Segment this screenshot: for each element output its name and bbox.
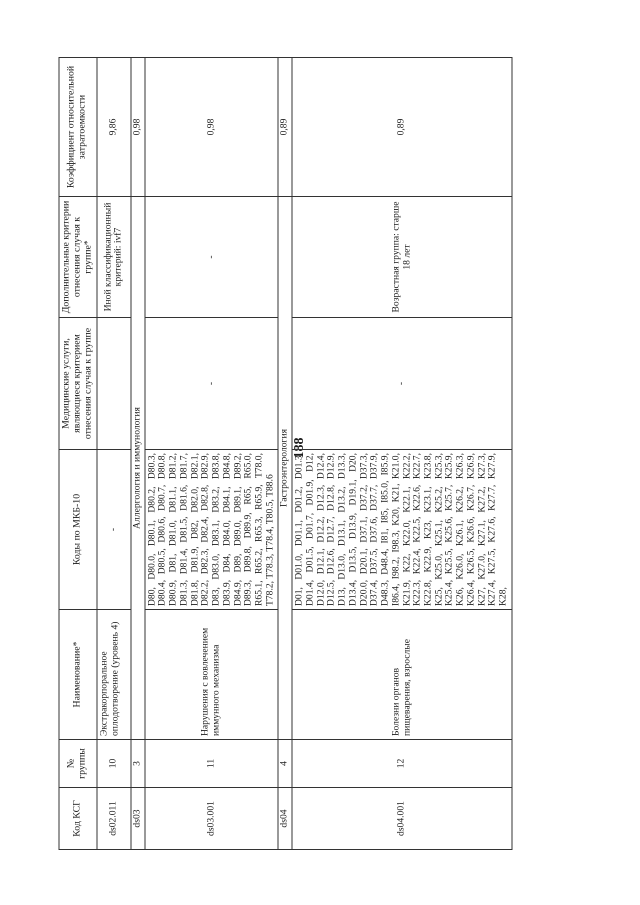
section-coef: 0,89	[278, 58, 292, 197]
section-title: Гастроэнтерология	[278, 197, 292, 740]
section-row	[278, 58, 292, 850]
cell-name: Нарушения с вовлечением иммунного механизма	[145, 610, 279, 740]
cell-services: -	[145, 318, 279, 450]
header-services: Медицинские услуги, являющиеся критерием отнесения случая к группе	[59, 318, 97, 450]
section-group-no: 4	[278, 740, 292, 788]
cell-extra: -	[145, 197, 279, 318]
cell-name: Болезни органов пищеварения, взрослые	[292, 610, 512, 740]
section-title: Аллергология и иммунология	[131, 197, 145, 740]
cell-group-no: 12	[292, 740, 512, 788]
cell-mkb: D80, D80.0, D80.1, D80.2, D80.3, D80.4, D80.5, D80.6, D80.7, D80.8, D80.9, D81, D81.0, D81.1, D81.2, D81.3, D81.4, D81.5, D81.6, D81.7, D81.8, D81.9, D82, D82.0, D82.1, D82.2, D82.3, D82.4, D82.8, D82.9, D83, D83.0, D83.1, D83.2, D83.8, D83.9, D84, D84.0, D84.1, D84.8, D84.9, D89, D89.0, D89.1, D89.2, D89.3, D89.8, D89.9, R65, R65.0, R65.1, R65.2, R65.3, R65.9, T78.0, T78.2, T78.3, T78.4, T80.5, T88.6	[145, 450, 279, 610]
cell-mkb: D01, D01.0, D01.1, D01.2, D01.3, D01.4, D01.5, D01.7, D01.9, D12, D12.0, D12.1, D12.2, D12.3, D12.4, D12.5, D12.6, D12.7, D12.8, D12.9, D13, D13.0, D13.1, D13.2, D13.3, D13.4, D13.5, D13.9, D19.1, D20, D20.0, D20.1, D37.1, D37.2, D37.3, D37.4, D37.5, D37.6, D37.7, D37.9, D48.3, D48.4, I81, I85, I85.0, I85.9, I86.4, I98.2, I98.3, K20, K21, K21.0, K21.9, K22, K22.0, K22.1, K22.2, K22.3, K22.4, K22.5, K22.6, K22.7, K22.8, K22.9, K23, K23.1, K23.8, K25, K25.0, K25.1, K25.2, K25.3, K25.4, K25.5, K25.6, K25.7, K25.9, K26, K26.0, K26.1, K26.2, K26.3, K26.4, K26.5, K26.6, K26.7, K26.9, K27, K27.0, K27.1, K27.2, K27.3, K27.4, K27.5, K27.6, K27.7, K27.9, K28,	[292, 450, 512, 610]
cell-mkb: -	[97, 450, 131, 610]
section-group-no: 3	[131, 740, 145, 788]
cell-services: -	[292, 318, 512, 450]
cell-coef: 9,86	[97, 58, 131, 197]
page-number: 188	[292, 437, 307, 459]
table-row	[292, 58, 512, 850]
cell-services	[97, 318, 131, 450]
cell-code: ds03.001	[145, 788, 279, 850]
header-row	[59, 58, 97, 850]
cell-group-no: 10	[97, 740, 131, 788]
section-code: ds03	[131, 788, 145, 850]
section-row	[131, 58, 145, 850]
ksg-table	[59, 57, 513, 850]
header-group-no: № группы	[59, 740, 97, 788]
header-name: Наименование*	[59, 610, 97, 740]
cell-code: ds02.011	[97, 788, 131, 850]
section-coef: 0,98	[131, 58, 145, 197]
table-row	[97, 58, 131, 850]
section-code: ds04	[278, 788, 292, 850]
cell-coef: 0,98	[145, 58, 279, 197]
cell-code: ds04.001	[292, 788, 512, 850]
header-coef: Коэффициент относительной затратоемкости	[59, 58, 97, 197]
header-mkb: Коды по МКБ-10	[59, 450, 97, 610]
header-code: Код КСГ	[59, 788, 97, 850]
ksg-table-container	[59, 58, 582, 850]
cell-name: Экстракорпоральное оплодотворение (уровень 4)	[97, 610, 131, 740]
cell-extra: Возрастная группа: старше 18 лет	[292, 197, 512, 318]
cell-group-no: 11	[145, 740, 279, 788]
table-row	[145, 58, 279, 850]
header-extra: Дополнительные критерии отнесения случая к группе*	[59, 197, 97, 318]
cell-coef: 0,89	[292, 58, 512, 197]
cell-extra: Иной классификационный критерий: ivf7	[97, 197, 131, 318]
